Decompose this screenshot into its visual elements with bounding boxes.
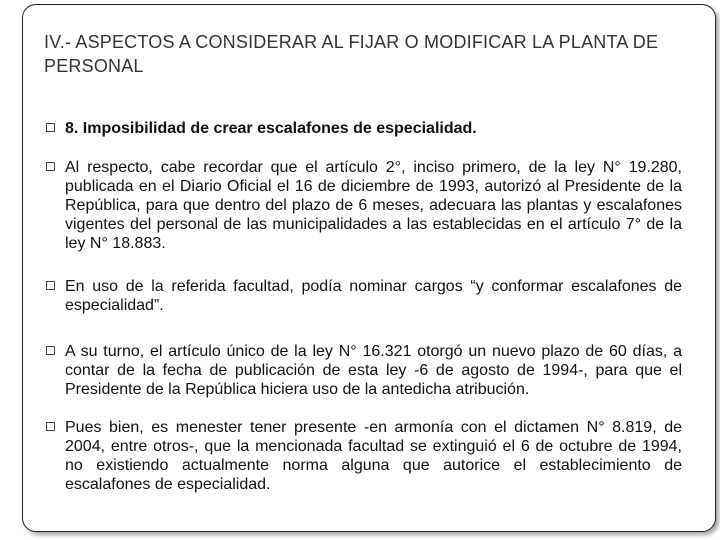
- slide-title: IV.- ASPECTOS A CONSIDERAR AL FIJAR O MODIFICAR LA PLANTA DE PERSONAL: [44, 32, 659, 76]
- checkbox-bullet-icon: [46, 123, 55, 132]
- bullet-item: [46, 119, 682, 138]
- bullet-text: En uso de la referida facultad, podía nominar cargos “y conformar escalafones de especialidad”.: [65, 278, 682, 314]
- bullet-text: Pues bien, es menester tener presente -en armonía con el dictamen N° 8.819, de 2004, entre otros-, que la mencionada facultad se extinguió el 6 de octubre de 1994, no existiendo actualmente norma alguna que autorice el establecimiento de escalafones de especialidad.: [65, 419, 682, 493]
- checkbox-bullet-icon: [46, 346, 55, 355]
- bullet-item: [46, 418, 682, 494]
- bullet-item: [46, 277, 682, 315]
- bullet-text: Al respecto, cabe recordar que el artículo 2°, inciso primero, de la ley N° 19.280, publicada en el Diario Oficial el 16 de diciembre de 1993, autorizó al Presidente de la República, para que dentro del plazo de 6 meses, adecuara las plantas y escalafones vigentes del personal de las municipalidades a las establecidas en el artículo 7° de la ley N° 18.883.: [65, 159, 682, 252]
- checkbox-bullet-icon: [46, 422, 55, 431]
- bullet-text: 8. Imposibilidad de crear escalafones de especialidad.: [65, 120, 477, 137]
- bullet-item: [46, 342, 682, 399]
- bullet-item: [46, 158, 682, 253]
- bullet-text: A su turno, el artículo único de la ley N° 16.321 otorgó un nuevo plazo de 60 días, a contar de la fecha de publicación de esta ley -6 de agosto de 1994-, para que el Presidente de la República hiciera uso de la antedicha atribución.: [65, 343, 682, 398]
- checkbox-bullet-icon: [46, 281, 55, 290]
- checkbox-bullet-icon: [46, 162, 55, 171]
